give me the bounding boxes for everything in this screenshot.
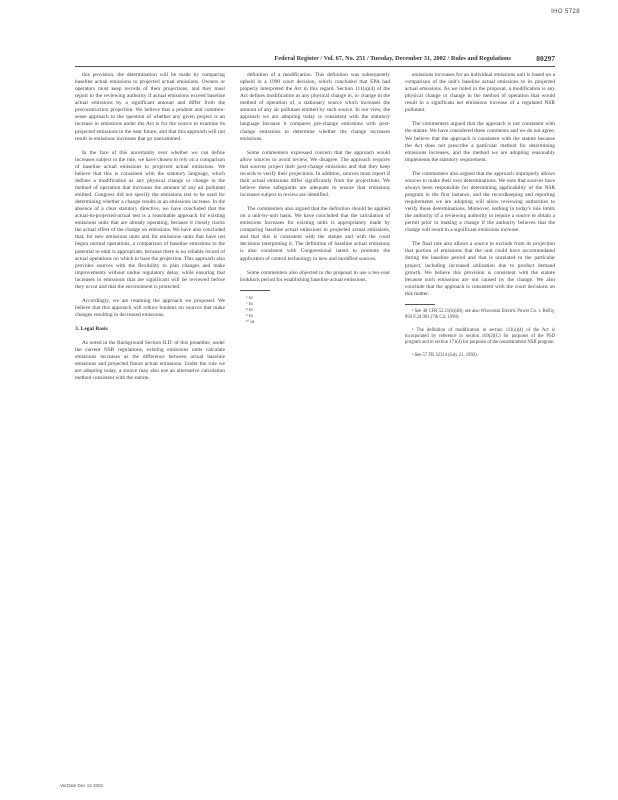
column-3 <box>405 72 555 359</box>
paragraph: this provision, the determination will be made by comparing baseline actual emissions to projected actual emissions. Owners or operators must keep records of their projections, and they must report to the reviewing authority if actual emissions exceed baseline actual emissions by a significant amount and differ from the preconstruction projection. We believe that a prudent and common-sense approach to the question of whether any given project is an increase in emissions under the Act is for the source to examine its projected emissions in the near future, and that this approach will not result in emissions increases that go unexamined. <box>75 72 225 142</box>
page-id: IHO 5728 <box>551 9 580 15</box>
footnote-rule <box>240 290 270 291</box>
section-heading: 3. Legal Basis <box>75 326 108 333</box>
footnote-marker: ⁹ Id. <box>246 312 254 318</box>
paragraph: The final rule also allows a source to exclude from its projection that portion of emissions that the unit could have accommodated during the baseline period and that is unrelated to the particular project, including increased utilization due to product demand growth. We believe this provision is consistent with the statute because such emissions are not caused by the change. We also conclude that the approach is consistent with the court decisions on this matter. <box>405 241 555 297</box>
paragraph: As noted in the Background Section II.D. of this preamble, under the current NSR regulations, existing emissions units calculate emissions increases as the difference between actual baseline emissions and projected future actual emissions. Under the rule we are adopting today, a source may also use an alternative calculation method consistent with the statute. <box>75 340 225 382</box>
paragraph: Accordingly, we are retaining the approach we proposed. We believe that this approach will reduce burdens on sources that make changes resulting in decreased emissions. <box>75 297 225 318</box>
running-head-title: Federal Register / Vol. 67, No. 251 / Tuesday, December 31, 2002 / Rules and Regulations <box>274 55 511 62</box>
footnote-marker: ¹⁰ Id. <box>246 318 256 324</box>
paragraph: definition of a modification. This definition was subsequently upheld in a 1990 court decision, which concluded that EPA had properly interpreted the Act in this regard. Section 111(a)(4) of the Act defines modification as any physical change in, or change in the method of operation of, a stationary source which increases the amount of any air pollutant emitted by such source. In our view, the approach we are adopting today is consistent with the statutory language because it compares pre-change emissions with post-change emissions to determine whether the change increases emissions. <box>240 72 390 142</box>
paragraph: The commenters argued that the approach is not consistent with the statute. We have considered these comments and we do not agree. We believe that the approach is consistent with the statute because the Act does not prescribe a particular method for determining emissions increases, and the method we are adopting reasonably implements the statutory requirement. <box>405 121 555 163</box>
footnote-marker: ⁶ Id. <box>246 294 254 300</box>
footnote: ³ See 57 FR 32314 (July 21, 1992). <box>412 352 478 358</box>
paragraph: In the face of this uncertainty over whether we can define increases subject to the rule, we have chosen to rely on a comparison of baseline actual emissions to projected actual emissions. We believe that this is consistent with the statutory language, which defines a modification as any physical change or change in the method of operation that increases the amount of any air pollutant emitted. Congress did not specify the emissions test to be used for determining whether a change results in an emissions increase. In the absence of a clear statutory directive, we have concluded that the actual-to-projected-actual test is a reasonable approach for existing emissions units that are already operating, because it closely tracks the actual effect of the change on emissions. We have also concluded that, for new emissions units and for emissions units that have not begun normal operations, a comparison of baseline emissions to the potential to emit is appropriate, because there is no reliable record of actual operations on which to base the projection. This approach also provides sources with the flexibility to plan changes and make improvements without undue regulatory delay, while ensuring that increases in emissions that are significant will be reviewed before they occur and that the environment is protected. <box>75 149 225 290</box>
paragraph: Some commenters expressed concern that the approach would allow sources to avoid review. We disagree. The approach requires that sources project their post-change emissions and that they keep records to verify their projections. In addition, sources must report if their actual emissions differ significantly from the projections. We believe these safeguards are adequate to ensure that emissions increases subject to review are identified. <box>240 149 390 198</box>
column-1 <box>75 72 225 383</box>
paragraph: The commenters also argued that the approach improperly allows sources to make their own determinations. We note that sources have always been responsible for determining applicability of the NSR program in the first instance, and the recordkeeping and reporting requirements we are adopting will allow reviewing authorities to verify those determinations. Moreover, nothing in today's rule limits the authority of a reviewing authority to require a source to obtain a permit prior to making a change if the authority believes that the change will result in a significant emissions increase. <box>405 170 555 234</box>
paragraph: The commenters also argued that the definition should be applied on a unit-by-unit basis. We have concluded that the calculation of emissions increases for existing units is appropriately made by comparing baseline actual emissions to projected actual emissions, and that this is consistent with the statute and with the court decisions interpreting it. The definition of baseline actual emissions is also consistent with Congressional intent to promote the application of control technology to new and modified sources. <box>240 206 390 262</box>
paragraph: emissions increases for an individual emissions unit is based on a comparison of the unit's baseline actual emissions to its projected actual emissions. As we noted in the proposal, a modification is any physical change or change in the method of operation that would result in a significant net emissions increase of a regulated NSR pollutant. <box>405 72 555 114</box>
footnote: ² The definition of modification in section 111(a)(4) of the Act is incorporated by reference in section 169(2)(C) for purposes of the PSD program and in section 171(4) for purposes of the nonattainment NSR program. <box>405 327 555 345</box>
footnote: ¹ See 40 CFR 52.21(b)(48); see also Wisconsin Electric Power Co. v. Reilly, 893 F.2d 901 (7th Cir. 1990). <box>405 308 555 320</box>
paragraph: Some commenters also objected to the proposal to use a ten-year lookback period for establishing baseline actual emissions. <box>240 269 390 283</box>
footnote-marker-list <box>240 295 390 325</box>
footnote-marker: ⁷ Id. <box>246 300 254 306</box>
column-2 <box>240 72 390 325</box>
footnote-rule <box>405 304 435 305</box>
footnote-marker: ⁸ Id. <box>246 306 254 312</box>
page-footer: VerDate Dec 13 2002 <box>60 783 104 788</box>
page-number: 80297 <box>536 54 555 63</box>
running-head <box>75 54 555 67</box>
